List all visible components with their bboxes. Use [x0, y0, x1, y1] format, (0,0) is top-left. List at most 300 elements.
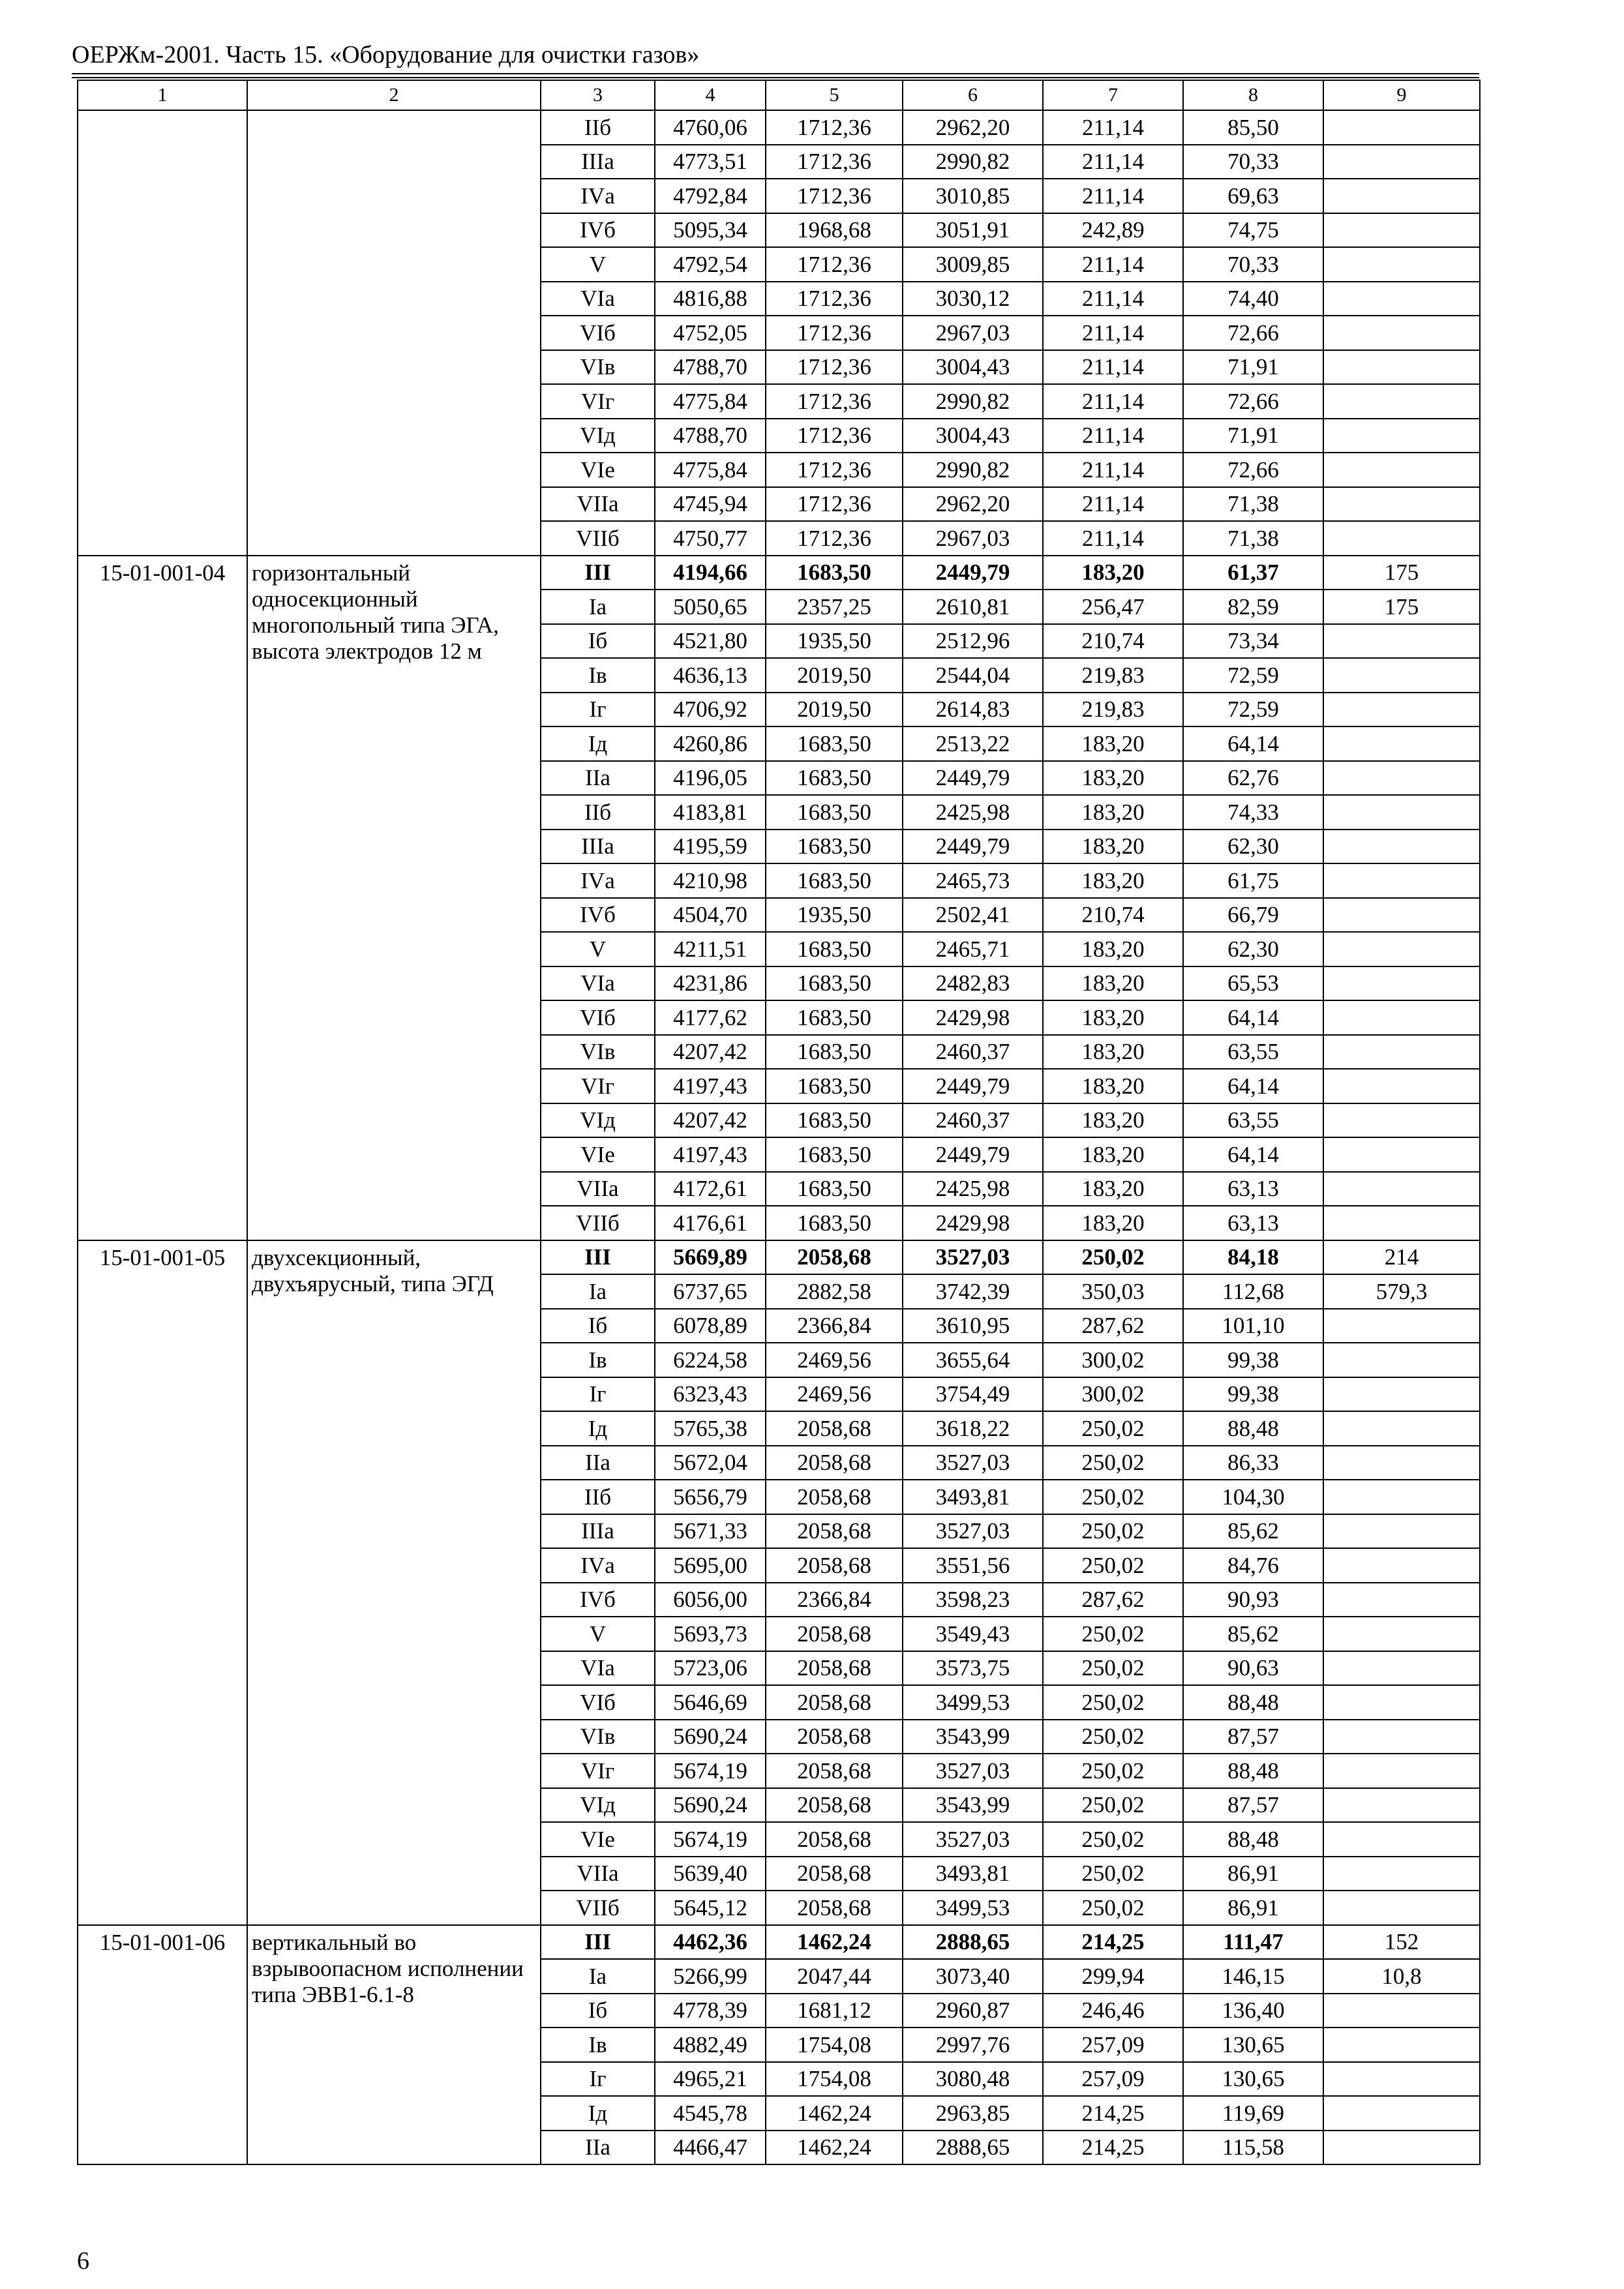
value-cell: 2058,68: [766, 1548, 903, 1583]
value-cell: [1323, 1822, 1480, 1857]
zone-cell: IVб: [541, 898, 655, 933]
value-cell: 2882,58: [766, 1274, 903, 1309]
zone-cell: VIа: [541, 966, 655, 1001]
value-cell: 250,02: [1043, 1891, 1183, 1925]
value-cell: 1968,68: [766, 213, 903, 248]
value-cell: 2058,68: [766, 1754, 903, 1788]
value-cell: 3549,43: [903, 1617, 1043, 1651]
value-cell: 2502,41: [903, 898, 1043, 933]
value-cell: 250,02: [1043, 1788, 1183, 1823]
value-cell: 183,20: [1043, 830, 1183, 864]
rates-table-body: [78, 80, 1480, 2164]
value-cell: 211,14: [1043, 521, 1183, 556]
value-cell: 4207,42: [655, 1103, 766, 1138]
value-cell: 71,91: [1183, 350, 1323, 385]
value-cell: 5645,12: [655, 1891, 766, 1925]
value-cell: 3009,85: [903, 247, 1043, 282]
value-cell: 175: [1323, 556, 1480, 590]
value-cell: 3004,43: [903, 350, 1043, 385]
value-cell: 1683,50: [766, 830, 903, 864]
value-cell: 1683,50: [766, 1206, 903, 1240]
value-cell: 5669,89: [655, 1240, 766, 1275]
zone-cell: VIа: [541, 282, 655, 316]
value-cell: 4706,92: [655, 693, 766, 727]
column-header: 3: [541, 80, 655, 110]
value-cell: [1323, 830, 1480, 864]
value-cell: 250,02: [1043, 1411, 1183, 1446]
zone-cell: Iб: [541, 1309, 655, 1343]
value-cell: 72,66: [1183, 453, 1323, 487]
value-cell: [1323, 1548, 1480, 1583]
value-cell: 300,02: [1043, 1377, 1183, 1412]
value-cell: 85,62: [1183, 1617, 1323, 1651]
table-row: [78, 1925, 1480, 1960]
value-cell: 85,62: [1183, 1514, 1323, 1549]
zone-cell: Iв: [541, 658, 655, 693]
zone-cell: V: [541, 1617, 655, 1651]
value-cell: 250,02: [1043, 1685, 1183, 1720]
value-cell: 211,14: [1043, 316, 1183, 350]
value-cell: [1323, 898, 1480, 933]
value-cell: 214,25: [1043, 2131, 1183, 2165]
value-cell: 257,09: [1043, 2027, 1183, 2062]
value-cell: 88,48: [1183, 1822, 1323, 1857]
value-cell: [1323, 1137, 1480, 1172]
value-cell: 242,89: [1043, 213, 1183, 248]
value-cell: 1683,50: [766, 863, 903, 898]
value-cell: 211,14: [1043, 282, 1183, 316]
value-cell: 2990,82: [903, 453, 1043, 487]
value-cell: 5690,24: [655, 1788, 766, 1823]
value-cell: 1712,36: [766, 110, 903, 145]
value-cell: [1323, 419, 1480, 453]
value-cell: 2482,83: [903, 966, 1043, 1001]
value-cell: 1683,50: [766, 932, 903, 966]
value-cell: [1323, 1069, 1480, 1103]
value-cell: 82,59: [1183, 590, 1323, 624]
value-cell: 1683,50: [766, 1069, 903, 1103]
value-cell: 2888,65: [903, 1925, 1043, 1960]
rate-code-cell: 15-01-001-05: [78, 1240, 247, 1925]
column-header-row: [78, 80, 1480, 110]
zone-cell: VIе: [541, 1137, 655, 1172]
value-cell: 4636,13: [655, 658, 766, 693]
value-cell: [1323, 247, 1480, 282]
value-cell: 72,59: [1183, 693, 1323, 727]
value-cell: 87,57: [1183, 1720, 1323, 1754]
value-cell: [1323, 1651, 1480, 1686]
value-cell: 5646,69: [655, 1685, 766, 1720]
value-cell: 74,40: [1183, 282, 1323, 316]
value-cell: 3655,64: [903, 1343, 1043, 1377]
value-cell: [1323, 145, 1480, 179]
value-cell: 2465,73: [903, 863, 1043, 898]
value-cell: [1323, 1857, 1480, 1891]
value-cell: 2058,68: [766, 1480, 903, 1514]
value-cell: 6056,00: [655, 1583, 766, 1617]
value-cell: 250,02: [1043, 1548, 1183, 1583]
value-cell: 2449,79: [903, 761, 1043, 796]
zone-cell: Iд: [541, 726, 655, 761]
value-cell: 3754,49: [903, 1377, 1043, 1412]
zone-cell: Iв: [541, 2027, 655, 2062]
value-cell: 2962,20: [903, 487, 1043, 522]
value-cell: 1683,50: [766, 795, 903, 830]
value-cell: [1323, 2027, 1480, 2062]
value-cell: 111,47: [1183, 1925, 1323, 1960]
value-cell: 6078,89: [655, 1309, 766, 1343]
value-cell: 2460,37: [903, 1035, 1043, 1070]
value-cell: 2058,68: [766, 1240, 903, 1275]
value-cell: 1712,36: [766, 521, 903, 556]
value-cell: [1323, 179, 1480, 213]
value-cell: 152: [1323, 1925, 1480, 1960]
zone-cell: Iд: [541, 1411, 655, 1446]
column-header: 5: [766, 80, 903, 110]
value-cell: 1462,24: [766, 1925, 903, 1960]
value-cell: 214,25: [1043, 2096, 1183, 2131]
value-cell: 4521,80: [655, 624, 766, 659]
value-cell: 183,20: [1043, 795, 1183, 830]
value-cell: 4211,51: [655, 932, 766, 966]
value-cell: 1935,50: [766, 624, 903, 659]
rates-table: [77, 80, 1481, 2165]
value-cell: 4760,06: [655, 110, 766, 145]
rate-code-cell: 15-01-001-06: [78, 1925, 247, 2165]
value-cell: 4965,21: [655, 2062, 766, 2097]
value-cell: 4197,43: [655, 1069, 766, 1103]
value-cell: 1712,36: [766, 487, 903, 522]
value-cell: 4882,49: [655, 2027, 766, 2062]
value-cell: [1323, 521, 1480, 556]
value-cell: 287,62: [1043, 1583, 1183, 1617]
value-cell: 2058,68: [766, 1685, 903, 1720]
value-cell: [1323, 1514, 1480, 1549]
value-cell: 63,55: [1183, 1035, 1323, 1070]
value-cell: 3527,03: [903, 1514, 1043, 1549]
value-cell: 183,20: [1043, 1069, 1183, 1103]
value-cell: 2449,79: [903, 830, 1043, 864]
value-cell: 3493,81: [903, 1480, 1043, 1514]
value-cell: 4775,84: [655, 384, 766, 419]
value-cell: 5639,40: [655, 1857, 766, 1891]
value-cell: 5693,73: [655, 1617, 766, 1651]
value-cell: 211,14: [1043, 487, 1183, 522]
equipment-description-cell: [247, 110, 541, 556]
value-cell: 2460,37: [903, 1103, 1043, 1138]
value-cell: 2465,71: [903, 932, 1043, 966]
value-cell: 183,20: [1043, 556, 1183, 590]
value-cell: 257,09: [1043, 2062, 1183, 2097]
value-cell: [1323, 282, 1480, 316]
value-cell: 74,75: [1183, 213, 1323, 248]
zone-cell: IVа: [541, 1548, 655, 1583]
value-cell: 214: [1323, 1240, 1480, 1275]
zone-cell: VIд: [541, 419, 655, 453]
value-cell: 1683,50: [766, 1137, 903, 1172]
value-cell: 71,91: [1183, 419, 1323, 453]
value-cell: 256,47: [1043, 590, 1183, 624]
value-cell: [1323, 693, 1480, 727]
value-cell: 579,3: [1323, 1274, 1480, 1309]
value-cell: 112,68: [1183, 1274, 1323, 1309]
value-cell: [1323, 795, 1480, 830]
value-cell: 183,20: [1043, 726, 1183, 761]
zone-cell: VIб: [541, 1685, 655, 1720]
zone-cell: III: [541, 1925, 655, 1960]
value-cell: 219,83: [1043, 658, 1183, 693]
value-cell: 4177,62: [655, 1000, 766, 1035]
zone-cell: VIIа: [541, 487, 655, 522]
zone-cell: IIIа: [541, 1514, 655, 1549]
value-cell: [1323, 1754, 1480, 1788]
value-cell: 250,02: [1043, 1240, 1183, 1275]
value-cell: 2058,68: [766, 1788, 903, 1823]
zone-cell: III: [541, 556, 655, 590]
value-cell: 5656,79: [655, 1480, 766, 1514]
value-cell: 1681,12: [766, 1994, 903, 2028]
value-cell: 5671,33: [655, 1514, 766, 1549]
value-cell: 2019,50: [766, 693, 903, 727]
value-cell: [1323, 932, 1480, 966]
value-cell: 88,48: [1183, 1685, 1323, 1720]
zone-cell: VIе: [541, 453, 655, 487]
value-cell: 287,62: [1043, 1309, 1183, 1343]
table-row: [78, 1240, 1480, 1275]
value-cell: 5690,24: [655, 1720, 766, 1754]
value-cell: 2058,68: [766, 1857, 903, 1891]
value-cell: 2429,98: [903, 1000, 1043, 1035]
value-cell: 136,40: [1183, 1994, 1323, 2028]
value-cell: 2469,56: [766, 1377, 903, 1412]
zone-cell: Iд: [541, 2096, 655, 2131]
rate-code-cell: [78, 110, 247, 556]
value-cell: 1683,50: [766, 761, 903, 796]
equipment-description-cell: двухсекционный, двухъярусный, типа ЭГД: [247, 1240, 541, 1925]
value-cell: 4466,47: [655, 2131, 766, 2165]
zone-cell: IIб: [541, 1480, 655, 1514]
value-cell: 3073,40: [903, 1959, 1043, 1994]
value-cell: 210,74: [1043, 624, 1183, 659]
value-cell: 2058,68: [766, 1446, 903, 1480]
value-cell: 4816,88: [655, 282, 766, 316]
value-cell: [1323, 1994, 1480, 2028]
value-cell: 2058,68: [766, 1411, 903, 1446]
value-cell: [1323, 1891, 1480, 1925]
value-cell: 2425,98: [903, 1172, 1043, 1206]
zone-cell: Iв: [541, 1343, 655, 1377]
value-cell: 72,66: [1183, 384, 1323, 419]
value-cell: 246,46: [1043, 1994, 1183, 2028]
value-cell: 72,66: [1183, 316, 1323, 350]
value-cell: 183,20: [1043, 863, 1183, 898]
zone-cell: IIIа: [541, 145, 655, 179]
zone-cell: VIд: [541, 1788, 655, 1823]
value-cell: [1323, 316, 1480, 350]
value-cell: 2425,98: [903, 795, 1043, 830]
value-cell: 2967,03: [903, 316, 1043, 350]
value-cell: [1323, 726, 1480, 761]
value-cell: [1323, 1172, 1480, 1206]
value-cell: 211,14: [1043, 110, 1183, 145]
value-cell: [1323, 2131, 1480, 2165]
value-cell: 211,14: [1043, 384, 1183, 419]
value-cell: 211,14: [1043, 247, 1183, 282]
zone-cell: IVб: [541, 1583, 655, 1617]
value-cell: 183,20: [1043, 761, 1183, 796]
value-cell: 130,65: [1183, 2027, 1323, 2062]
value-cell: 62,30: [1183, 830, 1323, 864]
value-cell: 73,34: [1183, 624, 1323, 659]
value-cell: 2962,20: [903, 110, 1043, 145]
value-cell: 4792,54: [655, 247, 766, 282]
value-cell: 87,57: [1183, 1788, 1323, 1823]
zone-cell: Iа: [541, 1959, 655, 1994]
value-cell: 2058,68: [766, 1617, 903, 1651]
value-cell: [1323, 624, 1480, 659]
column-header: 6: [903, 80, 1043, 110]
value-cell: 2990,82: [903, 145, 1043, 179]
equipment-description-cell: вертикальный во взрывоопасном исполнении типа ЭВВ1-6.1-8: [247, 1925, 541, 2165]
value-cell: 4462,36: [655, 1925, 766, 1960]
value-cell: 4183,81: [655, 795, 766, 830]
zone-cell: VIIа: [541, 1172, 655, 1206]
zone-cell: Iг: [541, 2062, 655, 2097]
value-cell: 1683,50: [766, 966, 903, 1001]
value-cell: 2610,81: [903, 590, 1043, 624]
value-cell: 88,48: [1183, 1754, 1323, 1788]
value-cell: 4176,61: [655, 1206, 766, 1240]
value-cell: 1712,36: [766, 282, 903, 316]
value-cell: 4172,61: [655, 1172, 766, 1206]
value-cell: 4197,43: [655, 1137, 766, 1172]
header-rule: [72, 73, 1479, 74]
value-cell: 3051,91: [903, 213, 1043, 248]
page-number: 6: [77, 2247, 89, 2275]
value-cell: 3493,81: [903, 1857, 1043, 1891]
value-cell: 63,13: [1183, 1172, 1323, 1206]
zone-cell: VIв: [541, 350, 655, 385]
value-cell: 4775,84: [655, 453, 766, 487]
zone-cell: IIа: [541, 2131, 655, 2165]
value-cell: 183,20: [1043, 1000, 1183, 1035]
value-cell: 299,94: [1043, 1959, 1183, 1994]
value-cell: 2019,50: [766, 658, 903, 693]
value-cell: 250,02: [1043, 1754, 1183, 1788]
value-cell: 2469,56: [766, 1343, 903, 1377]
value-cell: 4504,70: [655, 898, 766, 933]
value-cell: 70,33: [1183, 247, 1323, 282]
zone-cell: VIг: [541, 1754, 655, 1788]
value-cell: 63,55: [1183, 1103, 1323, 1138]
value-cell: 2058,68: [766, 1651, 903, 1686]
value-cell: 130,65: [1183, 2062, 1323, 2097]
value-cell: [1323, 1480, 1480, 1514]
value-cell: 1754,08: [766, 2027, 903, 2062]
value-cell: 4788,70: [655, 419, 766, 453]
value-cell: 3004,43: [903, 419, 1043, 453]
value-cell: 2047,44: [766, 1959, 903, 1994]
value-cell: 2357,25: [766, 590, 903, 624]
value-cell: 1683,50: [766, 1000, 903, 1035]
zone-cell: IIб: [541, 795, 655, 830]
value-cell: 250,02: [1043, 1480, 1183, 1514]
value-cell: 3527,03: [903, 1446, 1043, 1480]
value-cell: 4792,84: [655, 179, 766, 213]
value-cell: 3573,75: [903, 1651, 1043, 1686]
value-cell: [1323, 1206, 1480, 1240]
value-cell: 1712,36: [766, 453, 903, 487]
zone-cell: VIе: [541, 1822, 655, 1857]
value-cell: 175: [1323, 590, 1480, 624]
zone-cell: Iа: [541, 1274, 655, 1309]
value-cell: 1712,36: [766, 145, 903, 179]
value-cell: 2058,68: [766, 1514, 903, 1549]
value-cell: 250,02: [1043, 1822, 1183, 1857]
value-cell: 2512,96: [903, 624, 1043, 659]
value-cell: 1462,24: [766, 2096, 903, 2131]
value-cell: [1323, 658, 1480, 693]
value-cell: 64,14: [1183, 1000, 1323, 1035]
value-cell: 86,91: [1183, 1857, 1323, 1891]
zone-cell: Iг: [541, 1377, 655, 1412]
value-cell: 90,63: [1183, 1651, 1323, 1686]
value-cell: 86,91: [1183, 1891, 1323, 1925]
value-cell: [1323, 863, 1480, 898]
value-cell: 2366,84: [766, 1309, 903, 1343]
value-cell: 183,20: [1043, 1103, 1183, 1138]
value-cell: 5095,34: [655, 213, 766, 248]
value-cell: 2960,87: [903, 1994, 1043, 2028]
table-row: [78, 110, 1480, 145]
value-cell: 211,14: [1043, 145, 1183, 179]
value-cell: 3499,53: [903, 1685, 1043, 1720]
zone-cell: VIIб: [541, 1891, 655, 1925]
value-cell: 2544,04: [903, 658, 1043, 693]
value-cell: 4196,05: [655, 761, 766, 796]
value-cell: 146,15: [1183, 1959, 1323, 1994]
value-cell: 1462,24: [766, 2131, 903, 2165]
value-cell: 61,75: [1183, 863, 1323, 898]
value-cell: 3499,53: [903, 1891, 1043, 1925]
value-cell: 3598,23: [903, 1583, 1043, 1617]
value-cell: 3543,99: [903, 1788, 1043, 1823]
value-cell: 2449,79: [903, 1069, 1043, 1103]
value-cell: [1323, 1617, 1480, 1651]
value-cell: 4194,66: [655, 556, 766, 590]
value-cell: 63,13: [1183, 1206, 1323, 1240]
value-cell: 214,25: [1043, 1925, 1183, 1960]
value-cell: [1323, 761, 1480, 796]
value-cell: 5765,38: [655, 1411, 766, 1446]
value-cell: 99,38: [1183, 1377, 1323, 1412]
value-cell: 2449,79: [903, 556, 1043, 590]
value-cell: 1683,50: [766, 726, 903, 761]
value-cell: 211,14: [1043, 453, 1183, 487]
zone-cell: VIв: [541, 1035, 655, 1070]
value-cell: 3080,48: [903, 2062, 1043, 2097]
value-cell: 2513,22: [903, 726, 1043, 761]
value-cell: 2614,83: [903, 693, 1043, 727]
zone-cell: VIIб: [541, 1206, 655, 1240]
value-cell: 5674,19: [655, 1754, 766, 1788]
value-cell: 65,53: [1183, 966, 1323, 1001]
value-cell: 86,33: [1183, 1446, 1323, 1480]
zone-cell: IVа: [541, 179, 655, 213]
value-cell: 300,02: [1043, 1343, 1183, 1377]
page-header: ОЕРЖм-2001. Часть 15. «Оборудование для очистки газов»: [72, 41, 700, 68]
value-cell: [1323, 1720, 1480, 1754]
